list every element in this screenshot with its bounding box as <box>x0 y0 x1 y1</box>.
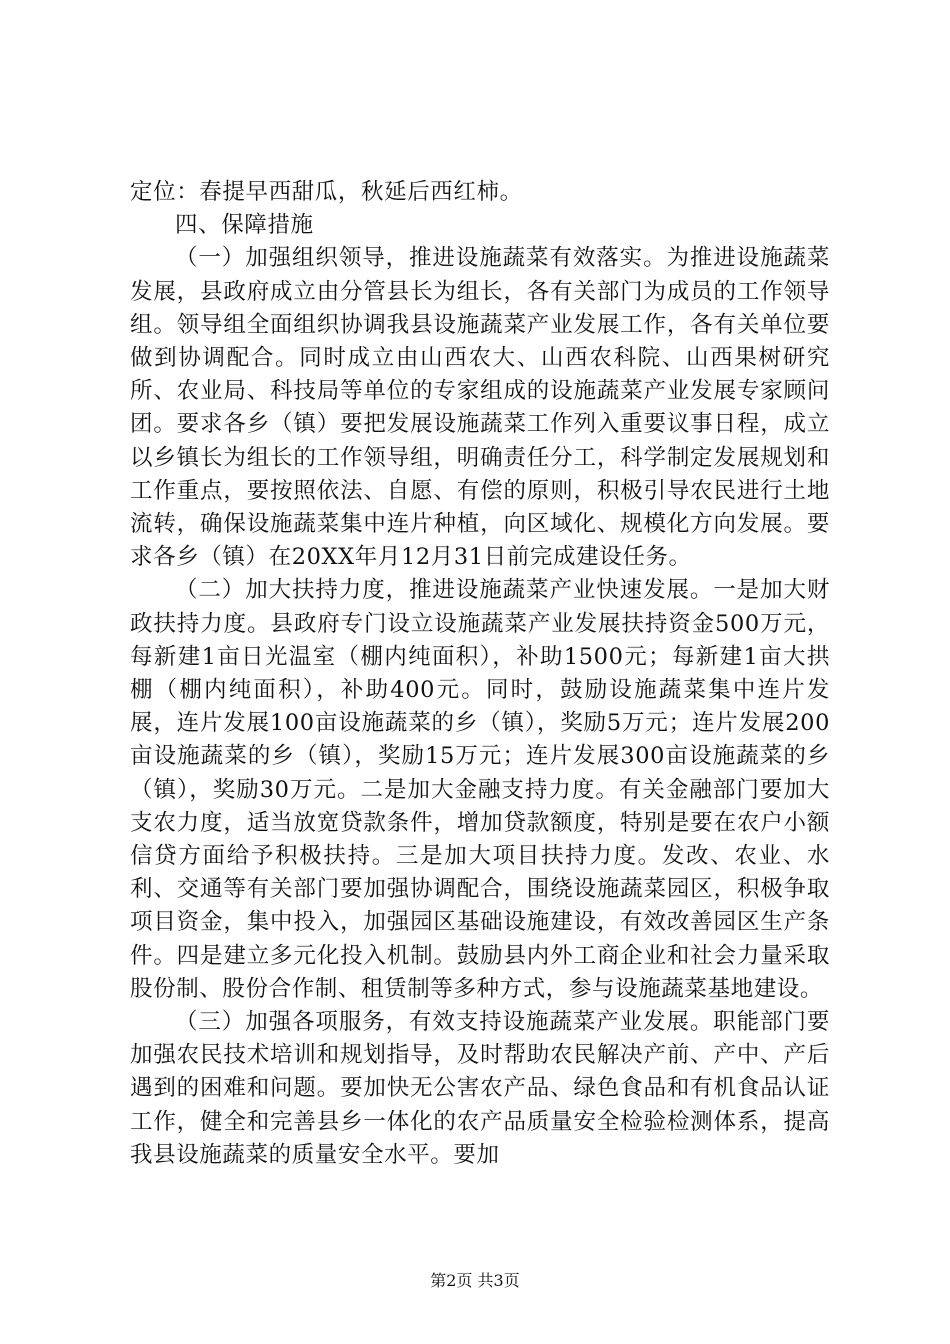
paragraph-continuation: 定位：春提早西甜瓜，秋延后西红柿。 <box>130 179 523 205</box>
page-footer: 第2页 共3页 <box>430 1271 520 1290</box>
paragraph-services: （三）加强各项服务，有效支持设施蔬菜产业发展。职能部门要加强农民技术培训和规划指导，及时帮助农民解决产前、产中、产后遇到的困难和问题。要加快无公害农产品、绿色食品和有机食品认证工作，健全和完善县乡一体化的农产品质量安全检验检测体系，提高我县设施蔬菜的质量安全水平。要加 <box>130 1009 830 1168</box>
paragraph-support: （二）加大扶持力度，推进设施蔬菜产业快速发展。一是加大财政扶持力度。县政府专门设立设施蔬菜产业发展扶持资金500万元，每新建1亩日光温室（棚内纯面积），补助1500元；每新建1亩大拱棚（棚内纯面积），补助400元。同时，鼓励设施蔬菜集中连片发展，连片发展100亩设施蔬菜的乡（镇），奖励5万元；连片发展200亩设施蔬菜的乡（镇），奖励15万元；连片发展300亩设施蔬菜的乡（镇），奖励30万元。二是加大金融支持力度。有关金融部门要加大支农力度，适当放宽贷款条件，增加贷款额度，特别是要在农户小额信贷方面给予积极扶持。三是加大项目扶持力度。发改、农业、水利、交通等有关部门要加强协调配合，围绕设施蔬菜园区，积极争取项目资金，集中投入，加强园区基础设施建设，有效改善园区生产条件。四是建立多元化投入机制。鼓励县内外工商企业和社会力量采取股份制、股份合作制、租赁制等多种方式，参与设施蔬菜基地建设。 <box>130 577 830 1002</box>
paragraph-organization: （一）加强组织领导，推进设施蔬菜有效落实。为推进设施蔬菜发展，县政府成立由分管县长为组长，各有关部门为成员的工作领导组。领导组全面组织协调我县设施蔬菜产业发展工作，各有关单位要做到协调配合。同时成立由山西农大、山西农科院、山西果树研究所、农业局、科技局等单位的专家组成的设施蔬菜产业发展专家顾问团。要求各乡（镇）要把发展设施蔬菜工作列入重要议事日程，成立以乡镇长为组长的工作领导组，明确责任分工，科学制定发展规划和工作重点，要按照依法、自愿、有偿的原则，积极引导农民进行土地流转，确保设施蔬菜集中连片种植，向区域化、规模化方向发展。要求各乡（镇）在20XX年月12月31日前完成建设任务。 <box>130 245 830 571</box>
section-heading: 四、保障措施 <box>175 212 314 239</box>
document-body <box>130 176 830 1172</box>
